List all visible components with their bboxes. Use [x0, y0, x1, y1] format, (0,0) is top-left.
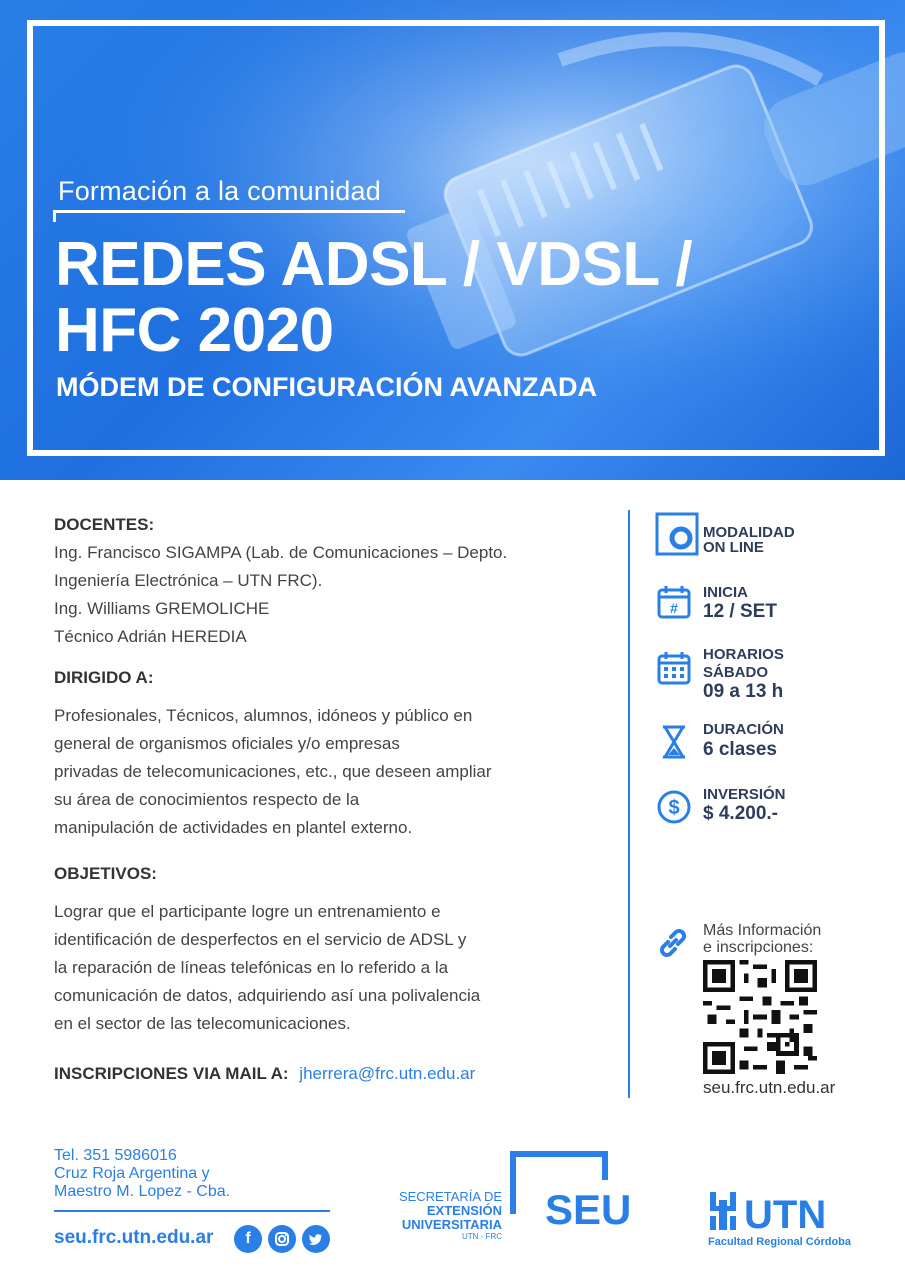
twitter-icon[interactable]: [302, 1225, 330, 1253]
more-info-text: [703, 922, 821, 956]
inscripciones-label: INSCRIPCIONES VIA MAIL A:: [54, 1064, 289, 1083]
course-subtitle: MÓDEM DE CONFIGURACIÓN AVANZADA: [56, 372, 597, 402]
modalidad-label: MODALIDAD: [703, 524, 795, 541]
website-link-right[interactable]: seu.frc.utn.edu.ar: [703, 1078, 836, 1097]
dirigido-line: privadas de telecomunicaciones, etc., que deseen ampliar: [54, 762, 492, 781]
qr-code[interactable]: [703, 960, 817, 1074]
more-info-line1: Más Información: [703, 922, 822, 939]
utn-subtitle: Facultad Regional Córdoba: [708, 1236, 852, 1248]
address-line1: Cruz Roja Argentina y: [54, 1165, 210, 1182]
inscripciones-row: [54, 1064, 475, 1084]
seu-line3: UNIVERSITARIA: [401, 1217, 502, 1232]
horarios-day: SÁBADO: [703, 664, 769, 681]
kicker-underline: [53, 210, 405, 213]
duracion-label: DURACIÓN: [703, 721, 784, 738]
seu-line2: EXTENSIÓN: [426, 1203, 502, 1218]
inicia-value: 12 / SET: [703, 601, 777, 622]
objetivos-line: en el sector de las telecomunicaciones.: [54, 1014, 351, 1033]
instagram-icon[interactable]: [268, 1225, 296, 1253]
kicker-tick: [53, 210, 56, 222]
seu-logo-text: SEU: [545, 1186, 632, 1233]
objetivos-heading: OBJETIVOS:: [54, 864, 157, 883]
schedule-calendar-icon: [656, 650, 692, 686]
utn-logo-text: UTN: [744, 1193, 827, 1237]
dirigido-line: general de organismos oficiales y/o empresas: [54, 734, 400, 753]
website-link-footer[interactable]: seu.frc.utn.edu.ar: [54, 1227, 214, 1248]
seu-line1: SECRETARÍA DE: [398, 1189, 502, 1204]
hero-banner: [0, 0, 905, 480]
course-title: REDES ADSL / VDSL / HFC 2020: [55, 230, 693, 365]
calendar-icon: [656, 584, 692, 620]
dirigido-line: Profesionales, Técnicos, alumnos, idóneos y público en: [54, 706, 473, 725]
objetivos-line: Lograr que el participante logre un entrenamiento e: [54, 902, 441, 921]
online-icon: [655, 512, 699, 556]
horarios-value: 09 a 13 h: [703, 681, 784, 702]
modalidad-value: ON LINE: [703, 539, 764, 556]
phone-number: Tel. 351 5986016: [54, 1147, 177, 1164]
dollar-icon: [656, 789, 692, 825]
seu-line4: UTN - FRC: [462, 1232, 502, 1241]
docentes-line: Ingeniería Electrónica – UTN FRC).: [54, 571, 323, 590]
link-icon: [656, 926, 690, 960]
seu-logo: [509, 1150, 669, 1234]
utn-emblem-icon: [710, 1192, 736, 1230]
dollar-glyph: $: [668, 797, 680, 819]
docentes-list: [54, 539, 507, 651]
seu-secretaria-text: [382, 1190, 502, 1242]
calendar-glyph: #: [670, 600, 678, 616]
objetivos-line: identificación de desperfectos en el servicio de ADSL y: [54, 930, 467, 949]
utn-logo: [706, 1190, 866, 1250]
inversion-label: INVERSIÓN: [703, 786, 786, 803]
facebook-icon[interactable]: f: [234, 1225, 262, 1253]
docentes-heading: DOCENTES:: [54, 515, 155, 534]
kicker-text: Formación a la comunidad: [58, 176, 381, 206]
horarios-label: HORARIOS: [703, 646, 784, 663]
column-divider: [628, 510, 630, 1098]
objetivos-line: comunicación de datos, adquiriendo así una polivalencia: [54, 986, 481, 1005]
duracion-value: 6 clases: [703, 739, 777, 760]
hourglass-icon: [656, 724, 692, 760]
objetivos-text: [54, 898, 480, 1038]
objetivos-line: la reparación de líneas telefónicas en lo referido a la: [54, 958, 449, 977]
inicia-label: INICIA: [703, 584, 748, 601]
address-line2: Maestro M. Lopez - Cba.: [54, 1183, 231, 1200]
dirigido-text: [54, 702, 492, 842]
docentes-line: Ing. Francisco SIGAMPA (Lab. de Comunicaciones – Depto.: [54, 543, 508, 562]
dirigido-heading: DIRIGIDO A:: [54, 668, 154, 687]
email-link[interactable]: jherrera@frc.utn.edu.ar: [299, 1064, 476, 1083]
more-info-line2: e inscripciones:: [703, 939, 814, 956]
dirigido-line: su área de conocimientos respecto de la: [54, 790, 360, 809]
docentes-line: Ing. Williams GREMOLICHE: [54, 599, 270, 618]
inversion-value: $ 4.200.-: [703, 803, 778, 824]
dirigido-line: manipulación de actividades en plantel externo.: [54, 818, 413, 837]
docentes-line: Técnico Adrián HEREDIA: [54, 627, 247, 646]
footer-rule: [54, 1210, 330, 1212]
